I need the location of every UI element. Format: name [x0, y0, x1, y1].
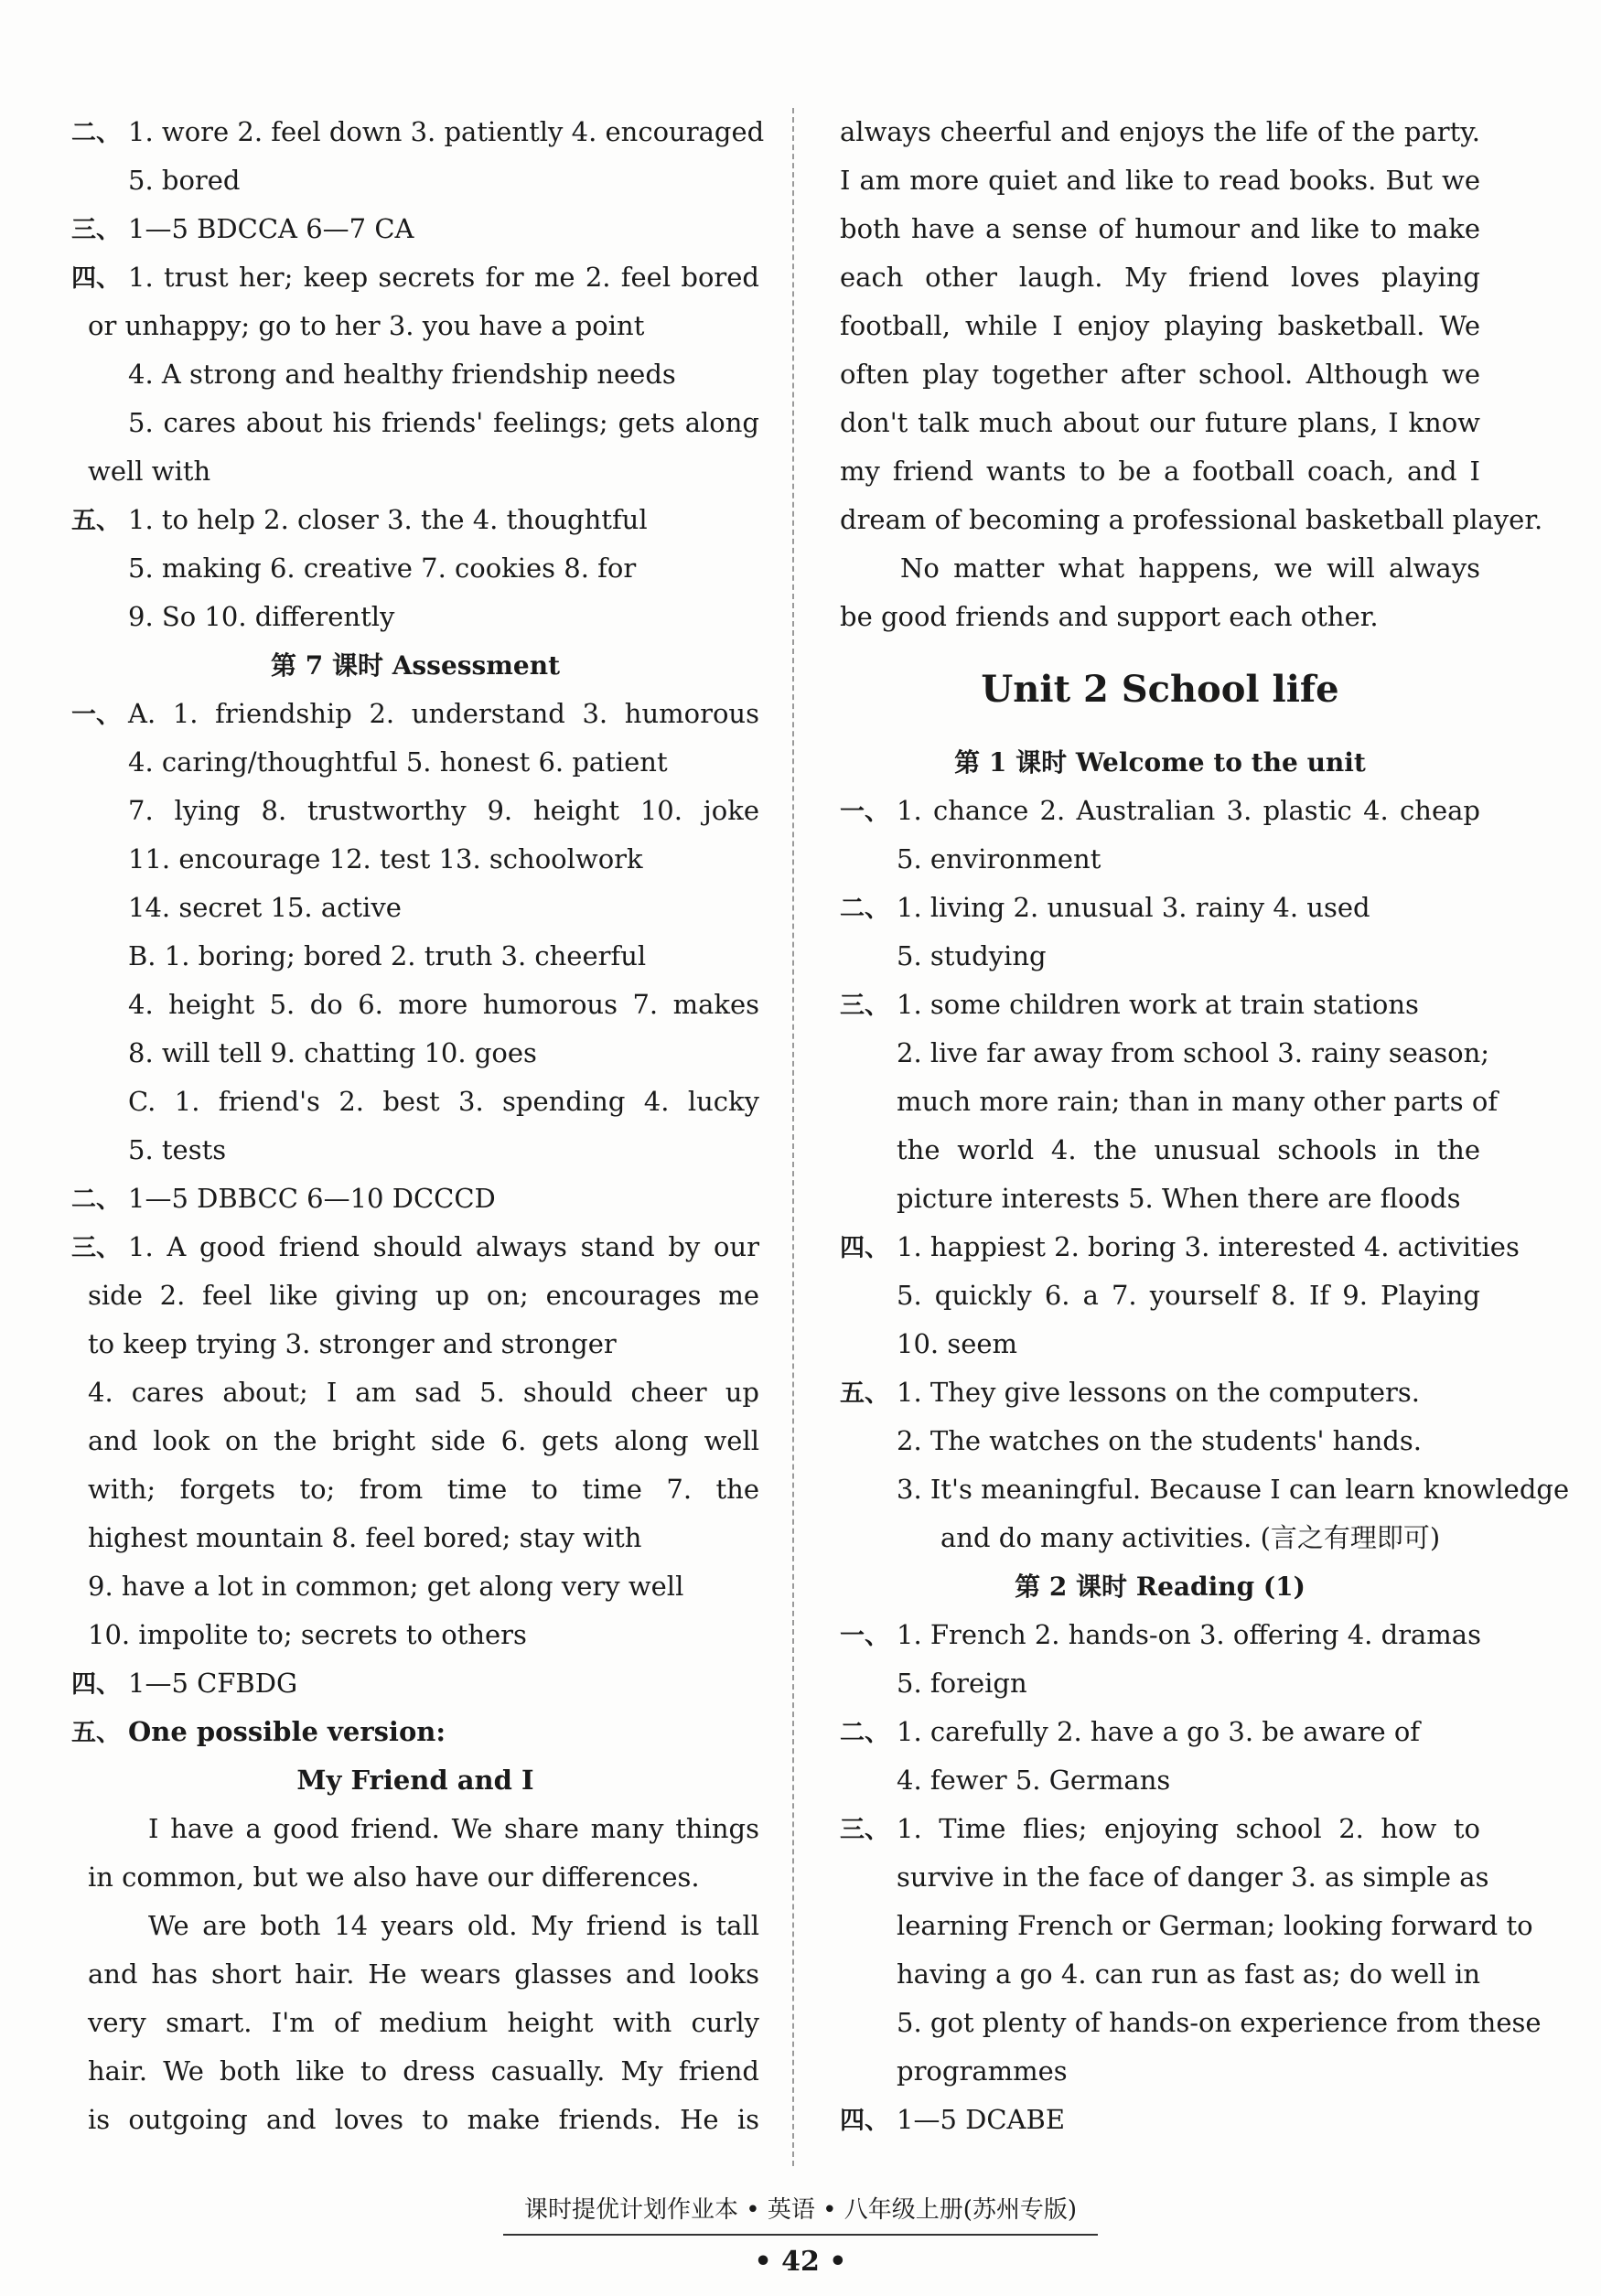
answer-text: 1. French 2. hands-on 3. offering 4. dramas — [897, 1619, 1481, 1650]
section-number: 四、 — [71, 264, 121, 293]
answer-continuation — [840, 932, 1480, 981]
essay-line — [840, 399, 1480, 447]
line-text: I am more quiet and like to read books. But we — [840, 165, 1480, 196]
essay-title — [71, 1756, 759, 1805]
lesson-heading — [840, 1562, 1480, 1611]
section-number: 一、 — [71, 701, 121, 729]
footer-rule — [503, 2234, 1098, 2236]
answer-continuation — [840, 1126, 1480, 1175]
line-text: 4. A strong and healthy friendship needs — [128, 359, 676, 390]
answer-continuation — [840, 1514, 1480, 1562]
answer-continuation — [840, 1175, 1480, 1223]
line-text: hair. We both like to dress casually. My friend — [88, 2055, 759, 2087]
line-text: my friend wants to be a football coach, and I — [840, 456, 1480, 487]
line-text: well with — [88, 456, 211, 487]
answer-continuation — [71, 1029, 759, 1078]
answer-continuation — [840, 1853, 1489, 1902]
line-text: and do many activities. (言之有理即可) — [940, 1522, 1441, 1553]
answer-continuation — [71, 1465, 759, 1514]
line-text: 第 1 课时 Welcome to the unit — [954, 747, 1366, 778]
answer-item — [840, 787, 1480, 835]
line-text: having a go 4. can run as fast as; do well in — [897, 1958, 1480, 1990]
line-text: I have a good friend. We share many things — [148, 1813, 759, 1844]
line-text: 5. bored — [128, 165, 241, 196]
section-number: 二、 — [71, 119, 121, 147]
line-text: 4. caring/thoughtful 5. honest 6. patient — [128, 746, 668, 778]
line-text: dream of becoming a professional basketball player. — [840, 504, 1543, 535]
line-text: 4. fewer 5. Germans — [897, 1765, 1171, 1796]
line-text: 4. height 5. do 6. more humorous 7. makes — [128, 989, 759, 1020]
answer-continuation — [840, 2047, 1480, 2096]
answer-item — [71, 496, 759, 544]
line-text: 2. The watches on the students' hands. — [897, 1425, 1422, 1456]
line-text: 第 7 课时 Assessment — [270, 650, 561, 681]
line-text: or unhappy; go to her 3. you have a point — [88, 310, 645, 341]
section-number: 二、 — [840, 895, 889, 923]
answer-continuation — [71, 350, 759, 399]
answer-continuation — [840, 1659, 1480, 1708]
answer-continuation — [71, 156, 759, 205]
section-number: 五、 — [71, 507, 121, 535]
answer-continuation — [840, 1465, 1570, 1514]
section-number: 五、 — [840, 1379, 889, 1408]
section-number: 一、 — [840, 798, 889, 826]
answer-continuation — [71, 932, 759, 981]
line-text: very smart. I'm of medium height with curly — [88, 2007, 759, 2038]
answer-item — [840, 2096, 1480, 2144]
answer-item — [71, 253, 759, 302]
section-number: 四、 — [840, 2107, 889, 2135]
answer-continuation — [840, 1950, 1480, 1999]
answer-text: 1—5 BDCCA 6—7 CA — [128, 213, 414, 244]
essay-line — [840, 205, 1480, 253]
essay-line — [840, 156, 1480, 205]
line-text: 5. tests — [128, 1134, 227, 1165]
answer-continuation — [840, 835, 1480, 884]
section-number: 二、 — [840, 1719, 889, 1747]
line-text: 2. live far away from school 3. rainy season; — [897, 1037, 1490, 1068]
answer-continuation — [71, 447, 759, 496]
answer-item — [71, 205, 759, 253]
answer-text: 1—5 DBBCC 6—10 DCCCD — [128, 1183, 496, 1214]
line-text: My Friend and I — [296, 1765, 534, 1796]
section-number: 三、 — [71, 216, 121, 244]
answer-continuation — [71, 1999, 759, 2047]
answer-continuation — [840, 1756, 1480, 1805]
answer-item — [840, 1611, 1480, 1659]
answer-continuation — [71, 1368, 759, 1417]
line-text: 11. encourage 12. test 13. schoolwork — [128, 843, 643, 874]
essay-line — [840, 593, 1480, 641]
answer-item — [71, 1659, 759, 1708]
section-number: 四、 — [71, 1670, 121, 1699]
answer-continuation — [840, 1902, 1533, 1950]
answer-item — [840, 1708, 1480, 1756]
answer-text: A. 1. friendship 2. understand 3. humorous — [128, 698, 759, 729]
line-text: each other laugh. My friend loves playing — [840, 262, 1480, 293]
answer-continuation — [71, 1853, 759, 1902]
answer-item — [71, 690, 759, 738]
line-text: the world 4. the unusual schools in the — [897, 1134, 1480, 1165]
line-text: 5. foreign — [897, 1668, 1027, 1699]
answer-continuation — [71, 544, 759, 593]
answer-text: 1. some children work at train stations — [897, 989, 1419, 1020]
lesson-heading — [840, 738, 1480, 787]
line-text: C. 1. friend's 2. best 3. spending 4. lucky — [128, 1086, 759, 1117]
essay-paragraph-start — [71, 1805, 759, 1853]
footer — [0, 2191, 1601, 2236]
line-text: 9. have a lot in common; get along very well — [88, 1571, 684, 1602]
answer-text: 1. carefully 2. have a go 3. be aware of — [897, 1716, 1421, 1747]
line-text: don't talk much about our future plans, I know — [840, 407, 1480, 438]
answer-continuation — [71, 787, 759, 835]
unit-title — [840, 641, 1480, 738]
answer-continuation — [840, 1029, 1490, 1078]
answer-text: 1. wore 2. feel down 3. patiently 4. encouraged — [128, 116, 765, 147]
section-number: 四、 — [840, 1234, 889, 1262]
essay-line — [840, 447, 1480, 496]
answer-continuation — [71, 593, 759, 641]
line-text: 5. quickly 6. a 7. yourself 8. If 9. Playing — [897, 1280, 1480, 1311]
answer-item — [840, 884, 1480, 932]
column-divider — [792, 108, 794, 2166]
line-text: 5. got plenty of hands-on experience from these — [897, 2007, 1542, 2038]
line-text: with; forgets to; from time to time 7. the — [88, 1474, 759, 1505]
line-text: 10. impolite to; secrets to others — [88, 1619, 527, 1650]
line-text: always cheerful and enjoys the life of the party. — [840, 116, 1480, 147]
answer-continuation — [840, 1078, 1499, 1126]
answer-continuation — [71, 835, 759, 884]
book-title: 课时提优计划作业本 • 英语 • 八年级上册(苏州专版) — [523, 2196, 1078, 2224]
line-text: 8. will tell 9. chatting 10. goes — [128, 1037, 537, 1068]
answer-continuation — [71, 1320, 759, 1368]
answer-continuation — [71, 2047, 759, 2096]
answer-item — [71, 1175, 759, 1223]
answer-continuation — [71, 399, 759, 447]
line-text: picture interests 5. When there are floods — [897, 1183, 1461, 1214]
line-text: and has short hair. He wears glasses and looks — [88, 1958, 759, 1990]
answer-item — [840, 981, 1480, 1029]
line-text: learning French or German; looking forward to — [897, 1910, 1533, 1941]
line-text: much more rain; than in many other parts of — [897, 1086, 1499, 1117]
answer-continuation — [71, 1417, 759, 1465]
essay-line — [840, 302, 1480, 350]
line-text: highest mountain 8. feel bored; stay with — [88, 1522, 642, 1553]
answer-continuation — [71, 1271, 759, 1320]
left-column — [71, 108, 765, 2144]
section-number: 三、 — [840, 992, 889, 1020]
answer-text: 1. A good friend should always stand by our — [128, 1231, 759, 1262]
line-text: and look on the bright side 6. gets along well — [88, 1425, 759, 1456]
section-number: 三、 — [71, 1234, 121, 1262]
answer-continuation — [71, 1126, 759, 1175]
answer-text: 1. They give lessons on the computers. — [897, 1377, 1420, 1408]
essay-paragraph-start — [71, 1902, 759, 1950]
section-number: 三、 — [840, 1816, 889, 1844]
line-text: 7. lying 8. trustworthy 9. height 10. joke — [128, 795, 759, 826]
line-text: programmes — [897, 2055, 1068, 2087]
answer-text: 1. to help 2. closer 3. the 4. thoughtful — [128, 504, 648, 535]
answer-item — [840, 1805, 1480, 1853]
line-text: 4. cares about; I am sad 5. should cheer up — [88, 1377, 759, 1408]
answer-continuation — [71, 981, 759, 1029]
line-text: side 2. feel like giving up on; encourages me — [88, 1280, 759, 1311]
answer-text: 1—5 CFBDG — [128, 1668, 298, 1699]
line-text: both have a sense of humour and like to make — [840, 213, 1480, 244]
line-text: 14. secret 15. active — [128, 892, 402, 923]
line-text: 5. cares about his friends' feelings; gets along — [128, 407, 759, 438]
line-text: in common, but we also have our differences. — [88, 1861, 700, 1893]
line-text: 10. seem — [897, 1328, 1018, 1359]
line-text: survive in the face of danger 3. as simple as — [897, 1861, 1489, 1893]
essay-line — [840, 253, 1480, 302]
line-text: 5. environment — [897, 843, 1101, 874]
answer-continuation — [840, 1271, 1480, 1320]
page-number: • 42 • — [754, 2246, 847, 2278]
answer-continuation — [71, 1514, 759, 1562]
answer-item — [71, 1708, 759, 1756]
line-text: 5. making 6. creative 7. cookies 8. for — [128, 553, 637, 584]
answer-continuation — [71, 1562, 759, 1611]
line-text: Unit 2 School life — [981, 668, 1339, 711]
essay-line — [840, 108, 1480, 156]
line-text: to keep trying 3. stronger and stronger — [88, 1328, 617, 1359]
section-number: 二、 — [71, 1186, 121, 1214]
right-column — [840, 108, 1570, 2144]
line-text: be good friends and support each other. — [840, 601, 1379, 632]
line-text: often play together after school. Although we — [840, 359, 1480, 390]
answer-text: 1. Time flies; enjoying school 2. how to — [897, 1813, 1480, 1844]
answer-text: 1. happiest 2. boring 3. interested 4. activities — [897, 1231, 1520, 1262]
essay-line — [840, 350, 1480, 399]
answer-continuation — [71, 302, 759, 350]
line-text: No matter what happens, we will always — [900, 553, 1480, 584]
answer-continuation — [840, 1320, 1480, 1368]
answer-text: 1—5 DCABE — [897, 2104, 1065, 2135]
lesson-heading — [71, 641, 759, 690]
answer-item — [71, 108, 765, 156]
line-text: 第 2 课时 Reading (1) — [1015, 1572, 1306, 1602]
answer-continuation — [71, 884, 759, 932]
answer-text: 1. chance 2. Australian 3. plastic 4. cheap — [897, 795, 1480, 826]
answer-item — [71, 1223, 759, 1271]
answer-item — [840, 1223, 1520, 1271]
answer-continuation — [840, 1417, 1480, 1465]
line-text: is outgoing and loves to make friends. He is — [88, 2104, 759, 2135]
section-number: 五、 — [71, 1719, 121, 1747]
line-text: B. 1. boring; bored 2. truth 3. cheerful — [128, 940, 647, 971]
answer-item — [840, 1368, 1480, 1417]
section-number: 一、 — [840, 1622, 889, 1650]
line-text: football, while I enjoy playing basketball. We — [840, 310, 1480, 341]
answer-continuation — [71, 1950, 759, 1999]
answer-text: One possible version: — [128, 1716, 446, 1747]
answer-continuation — [71, 1078, 759, 1126]
answer-text: 1. living 2. unusual 3. rainy 4. used — [897, 892, 1370, 923]
line-text: 9. So 10. differently — [128, 601, 395, 632]
answer-continuation — [840, 1999, 1542, 2047]
essay-paragraph-start — [840, 544, 1480, 593]
line-text: 3. It's meaningful. Because I can learn knowledge — [897, 1474, 1570, 1505]
line-text: 5. studying — [897, 940, 1047, 971]
essay-line — [840, 496, 1543, 544]
answer-continuation — [71, 738, 759, 787]
answer-continuation — [71, 2096, 759, 2144]
answer-text: 1. trust her; keep secrets for me 2. feel bored — [128, 262, 759, 293]
line-text: We are both 14 years old. My friend is tall — [148, 1910, 759, 1941]
answer-continuation — [71, 1611, 759, 1659]
